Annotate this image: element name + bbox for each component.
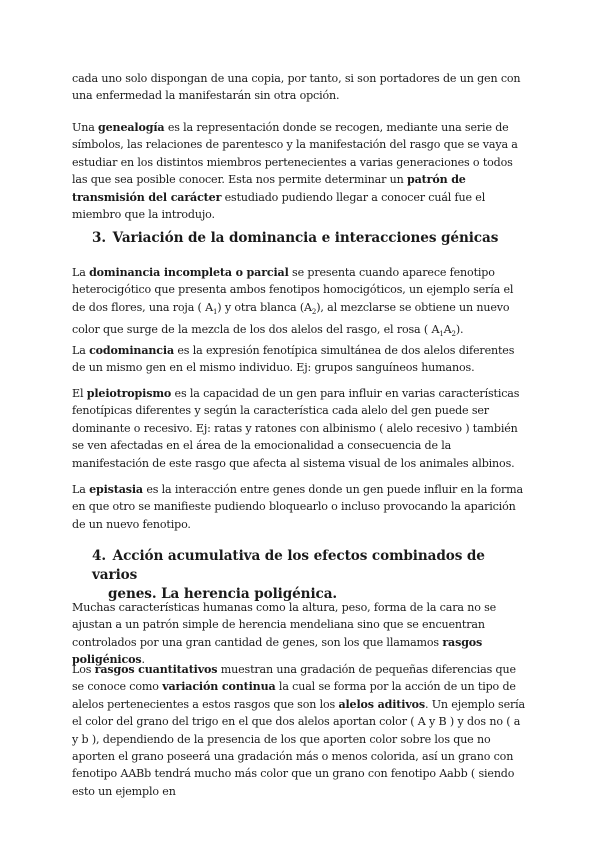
term-epistasia: epistasia (89, 483, 143, 496)
paragraph-continuation (72, 70, 528, 105)
text-line: una enfermedad la manifestarán sin otra opción. (72, 89, 340, 103)
paragraph-codominancia: La codominancia es la expresión fenotípica simultánea de dos alelos diferentes de un mismo gen en el mismo individuo. Ej: grupos sanguíneos humanos. (72, 344, 515, 375)
term-codominancia: codominancia (89, 344, 175, 357)
text-line: cada uno solo dispongan de una copia, por tanto, si son portadores de un gen con (72, 72, 521, 85)
term-pleiotropismo: pleiotropismo (86, 387, 172, 400)
heading-number: 3. (92, 230, 106, 246)
paragraph-pleiotropismo: El pleiotropismo es la capacidad de un gen para influir en varias características fenotípicas diferentes y según la característica cada alelo del gen puede ser dominante o recesivo. Ej: ratas y ratones con albinismo ( alelo recesivo ) también se ven afectadas en el área de la emocionalidad a consecuencia de la manifestación de este rasgo que afecta al sistema visual de los animales albinos. (72, 387, 520, 470)
heading-text: Variación de la dominancia e interacciones génicas (112, 230, 499, 246)
paragraph-genealogia: Una genealogía es la representación donde se recogen, mediante una serie de símbolos, las relaciones de parentesco y la manifestación del rasgo que se vaya a estudiar en los distintos miembros pertenecientes a varias generaciones o todos las que sea posible conocer. Esta nos permite determinar un patrón de transmisión del carácter estudiado pudiendo llegar a conocer cuál fue el miembro que la introdujo. (72, 121, 518, 222)
heading-text-continued: genes. La herencia poligénica. (108, 586, 338, 602)
term-dominancia-incompleta: dominancia incompleta o parcial (89, 266, 289, 279)
term-rasgos-cuantitativos: rasgos cuantitativos (94, 663, 218, 676)
section-heading-3 (92, 229, 512, 248)
term-rasgos-poligenicos: rasgos poligénicos (72, 635, 483, 667)
heading-number: 4. (92, 548, 106, 564)
term-alelos-aditivos: alelos aditivos (338, 697, 425, 711)
heading-text: Acción acumulativa de los efectos combinados de varios (92, 548, 485, 583)
paragraph-poligenicos: Muchas características humanas como la altura, peso, forma de la cara no se ajustan a un patrón simple de herencia mendeliana sino que se encuentran controlados por una gran cantidad de genes, son los que llamamos rasgos poligénicos. (72, 601, 497, 667)
term-variacion-continua: variación continua (162, 680, 276, 694)
term-patron-transmision: patrón de transmisión del carácter (72, 173, 466, 204)
paragraph-epistasia: La epistasia es la interacción entre genes donde un gen puede influir en la forma en que otro se manifieste pudiendo bloquearlo o incluso provocando la aparición de un nuevo fenotipo. (72, 483, 524, 531)
section-heading-4 (92, 547, 512, 604)
paragraph-dominancia-incompleta: La dominancia incompleta o parcial se presenta cuando aparece fenotipo heterocigótico que presenta ambos fenotipos homocigóticos, un ejemplo sería el de dos flores, una roja ( $A_1$) y otra blanca $(A_2)$, al mezclarse se obtiene un nuevo color que surge de la mezcla de los dos alelos del rasgo, el rosa ( $A_1A_2$). (72, 266, 514, 339)
paragraph-cuantitativos: Los rasgos cuantitativos muestran una gradación de pequeñas diferencias que se conoce como variación continua la cual se forma por la acción de un tipo de alelos pertenecientes a estos rasgos que son los alelos aditivos. Un ejemplo sería el color del grano del trigo en el que dos alelos aportan color ( A y B ) y dos no ( a y b ), dependiendo de la presencia de los que aporten color sobre los que no aporten el grano poseerá una gradación más o menos colorida, así un grano con fenotipo AABb tendrá mucho más color que un grano con fenotipo Aabb ( siendo esto un ejemplo en (72, 663, 526, 798)
term-genealogia: genealogía (98, 121, 165, 134)
